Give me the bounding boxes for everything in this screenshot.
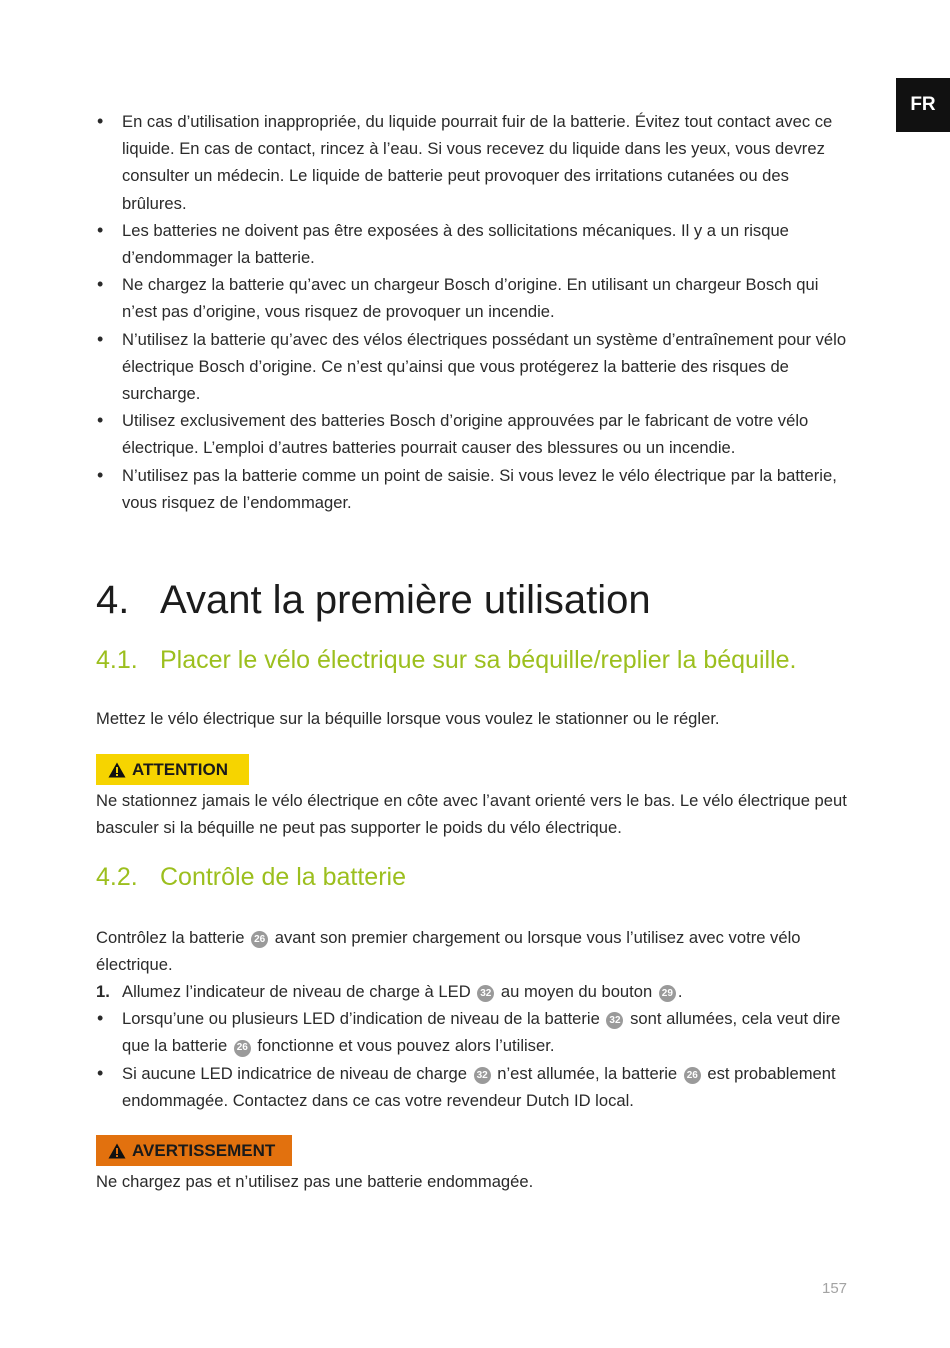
attention-badge [96, 754, 249, 785]
battery-check-steps [96, 978, 861, 1114]
bullet-text: sont allumées, cela veut dire que la batterie [122, 1009, 841, 1056]
section-4-1-heading [96, 646, 796, 675]
bullet-text: Si aucune LED indicatrice de niveau de charge [122, 1063, 468, 1083]
attention-label: ATTENTION [132, 759, 229, 779]
battery-reference-badge: 26 [684, 1067, 701, 1084]
button-reference-badge: 29 [659, 985, 676, 1002]
section-4-2-heading [96, 863, 406, 892]
list-item [96, 1005, 861, 1059]
list-item [96, 1060, 861, 1114]
warning-text: Ne chargez pas et n’utilisez pas une batterie endommagée. [96, 1172, 534, 1191]
step-text: Allumez l’indicateur de niveau de charge à LED [122, 982, 471, 1001]
safety-bullet-list [96, 108, 856, 516]
list-item: • Utilisez exclusivement des batteries Bosch d’origine approuvées par le fabricant de votre vélo électrique. L’emploi d’autres batteries pourrait causer des blessures ou un incendie. [96, 407, 856, 461]
intro-text: Contrôlez la batterie [96, 928, 245, 947]
section-number: 4.1. [96, 646, 138, 674]
bullet-text: fonctionne et vous pouvez alors l’utiliser. [257, 1036, 555, 1056]
intro-text: avant son premier chargement ou lorsque vous l’utilisez avec votre vélo électrique. [96, 928, 801, 975]
language-tab: FR [896, 78, 950, 132]
led-reference-badge: 32 [477, 985, 494, 1002]
section-4-heading [96, 578, 651, 623]
section-title: Contrôle de la batterie [160, 863, 406, 891]
battery-reference-badge: 26 [251, 931, 268, 948]
bullet-text: est probablement endommagée. Contactez dans ce cas votre revendeur Dutch ID local. [122, 1063, 836, 1110]
warning-triangle-icon [108, 762, 126, 778]
led-reference-badge: 32 [474, 1067, 491, 1084]
warning-badge [96, 1135, 292, 1166]
list-item: • En cas d’utilisation inappropriée, du liquide pourrait fuir de la batterie. Évitez tout contact avec ce liquide. En cas de contact, rincez à l’eau. Si vous recevez du liquide dans les yeux, vous devrez consulter un médecin. Le liquide de batterie peut provoquer des irritations cutanées ou des brûlures. [96, 108, 856, 217]
step-text: au moyen du bouton [500, 982, 653, 1001]
list-item: • N’utilisez pas la batterie comme un point de saisie. Si vous levez le vélo électrique par la batterie, vous risquez de l’endommager. [96, 462, 856, 516]
led-reference-badge: 32 [606, 1012, 623, 1029]
warning-label: AVERTISSEMENT [132, 1140, 276, 1160]
warning-triangle-icon [108, 1143, 126, 1159]
attention-text: Ne stationnez jamais le vélo électrique en côte avec l’avant orienté vers le bas. Le vélo électrique peut basculer si la béquille ne peut pas supporter le poids du vélo électrique. [96, 791, 847, 838]
battery-reference-badge: 26 [234, 1040, 251, 1057]
section-4-2-intro [96, 924, 861, 978]
bullet-text: n’est allumée, la batterie [497, 1063, 678, 1083]
section-4-1-intro: Mettez le vélo électrique sur la béquille lorsque vous voulez le stationner ou le régler. [96, 709, 720, 728]
list-item: • N’utilisez la batterie qu’avec des vélos électriques possédant un système d’entraînement pour vélo électrique Bosch d’origine. Ce n’est qu’ainsi que vous protégerez la batterie des risques de surcharge. [96, 326, 856, 408]
list-item: • Ne chargez la batterie qu’avec un chargeur Bosch d’origine. En utilisant un chargeur Bosch qui n’est pas d’origine, vous risquez de provoquer un incendie. [96, 271, 856, 325]
step-item [96, 978, 861, 1005]
section-title: Avant la première utilisation [160, 578, 651, 622]
bullet-text: Lorsqu’une ou plusieurs LED d’indication de niveau de la batterie [122, 1009, 600, 1029]
section-title: Placer le vélo électrique sur sa béquille/replier la béquille. [160, 646, 797, 674]
list-item: • Les batteries ne doivent pas être exposées à des sollicitations mécaniques. Il y a un risque d’endommager la batterie. [96, 217, 856, 271]
page-number: 157 [822, 1280, 848, 1297]
step-number: 1. [96, 982, 110, 1001]
section-number: 4.2. [96, 863, 138, 891]
step-text: . [677, 982, 683, 1001]
section-number: 4. [96, 578, 130, 622]
